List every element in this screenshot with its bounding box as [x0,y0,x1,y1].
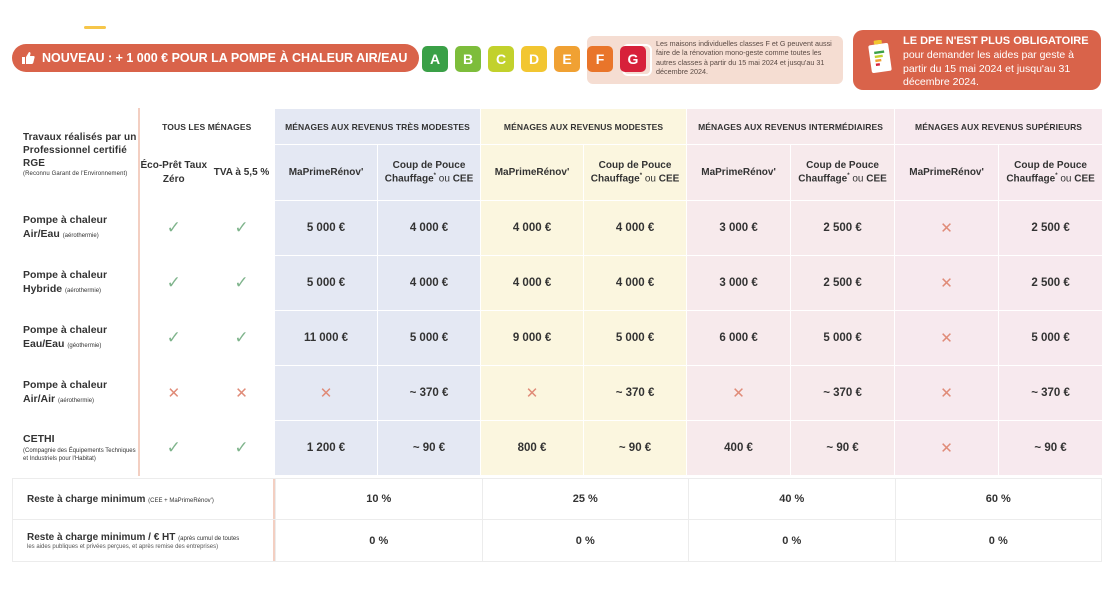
remaining-cost-label-1: Reste à charge minimum [27,493,146,505]
aid-amount: 5 000 € [275,201,378,256]
table-row [13,201,1103,256]
table-row [13,421,1103,476]
dpe-class-g: G [620,46,646,72]
cross-icon: ✕ [895,421,999,476]
aid-amount: 3 000 € [687,256,791,311]
row-title: Pompe à chaleur Eau/Eau [23,324,108,350]
col-i-cdp: Coup de Pouce Chauffage* ou CEE [791,145,895,201]
dpe-class-e: E [554,46,580,72]
cross-icon: ✕ [139,366,209,421]
info-card-body: pour demander les aides par geste à partir du 15 mai 2024 et jusqu'au 31 décembre 2024. [903,49,1075,89]
col-eco-ptz: Éco-Prêt Taux Zéro [139,145,209,201]
aid-amount: 2 500 € [791,256,895,311]
works-header-small: (Reconnu Garant de l'Environnement) [23,170,128,177]
col-vm-cdp: Coup de Pouce Chauffage* ou CEE [378,145,481,201]
row-title: Pompe à chaleur Air/Air [23,379,108,405]
remaining-cost-ht-very-modest: 0 % [275,520,482,561]
cross-icon: ✕ [895,311,999,366]
remaining-cost-tiny-2: (après cumul de toutes [178,535,240,542]
check-icon: ✓ [209,421,275,476]
col-tva: TVA à 5,5 % [209,145,275,201]
aid-amount: 5 000 € [999,311,1103,366]
aid-amount: 4 000 € [481,256,584,311]
works-header-text: Travaux réalisés par un Professionnel certifié RGE [23,131,137,169]
table-row [13,311,1103,366]
cross-icon: ✕ [275,366,378,421]
cross-icon: ✕ [687,366,791,421]
accent-line [84,26,106,29]
aid-amount: 2 500 € [999,256,1103,311]
cross-icon: ✕ [895,366,999,421]
row-title: CETHI [23,432,55,445]
dpe-info-card [853,30,1101,90]
group-all-households: TOUS LES MÉNAGES [139,109,275,145]
aid-amount: ~ 90 € [378,421,481,476]
dpe-class-c: C [488,46,514,72]
aid-amount: 4 000 € [584,201,687,256]
aid-amount: 800 € [481,421,584,476]
row-title: Pompe à chaleur Hybride [23,269,108,295]
row-title: Pompe à chaleur Air/Eau [23,214,108,240]
check-icon: ✓ [139,256,209,311]
row-tag: (géothermie) [67,343,102,349]
aid-amount: 5 000 € [378,311,481,366]
remaining-cost-ht-superior: 0 % [895,520,1102,561]
row-label [13,421,139,476]
dpe-class-a: A [422,46,448,72]
aid-amount: 5 000 € [584,311,687,366]
check-icon: ✓ [139,421,209,476]
remaining-cost-intermediate: 40 % [688,479,895,519]
check-icon: ✓ [209,201,275,256]
thumbs-up-icon [20,50,36,66]
remaining-cost-superior: 60 % [895,479,1102,519]
remaining-cost-row-1 [13,479,1101,520]
cross-icon: ✕ [895,256,999,311]
aid-amount: 5 000 € [791,311,895,366]
check-icon: ✓ [209,256,275,311]
table-row [13,256,1103,311]
aid-amount: 5 000 € [275,256,378,311]
works-header [13,109,139,201]
row-label [13,256,139,311]
row-tag: (aérothermie) [62,233,99,239]
aid-amount: 400 € [687,421,791,476]
aid-amount: ~ 90 € [584,421,687,476]
group-superior: MÉNAGES AUX REVENUS SUPÉRIEURS [895,109,1103,145]
aid-amount: ~ 370 € [584,366,687,421]
remaining-cost-label-2: Reste à charge minimum / € HT [27,531,176,543]
dpe-class-scale [422,46,646,72]
col-s-mpr: MaPrimeRénov' [895,145,999,201]
col-m-mpr: MaPrimeRénov' [481,145,584,201]
aid-amount: 4 000 € [378,201,481,256]
table-row [13,366,1103,421]
aid-amount: 2 500 € [999,201,1103,256]
dpe-class-f: F [587,46,613,72]
aid-amount: ~ 90 € [791,421,895,476]
row-label [13,366,139,421]
aid-amount: 6 000 € [687,311,791,366]
aid-amount: 1 200 € [275,421,378,476]
cross-icon: ✕ [209,366,275,421]
remaining-cost-ht-intermediate: 0 % [688,520,895,561]
aid-amount: ~ 90 € [999,421,1103,476]
new-offer-banner [12,44,419,72]
remaining-cost-tiny-1: (CEE + MaPrimeRénov') [148,497,214,504]
info-card-title: LE DPE N'EST PLUS OBLIGATOIRE [903,35,1089,47]
aid-amount: 11 000 € [275,311,378,366]
row-tag: (aérothermie) [58,398,95,404]
remaining-cost-sub-2: les aides publiques et privées perçues, et après remise des entreprises) [27,543,219,550]
cross-icon: ✕ [481,366,584,421]
aid-amount: ~ 370 € [791,366,895,421]
dpe-document-icon [867,40,895,76]
row-subtitle: (Compagnie des Équipements Techniques et Industriels pour l'Habitat) [23,448,136,462]
remaining-cost-ht-modest: 0 % [482,520,689,561]
aid-amount: ~ 370 € [999,366,1103,421]
row-tag: (aérothermie) [65,288,102,294]
col-m-cdp: Coup de Pouce Chauffage* ou CEE [584,145,687,201]
remaining-cost-table [12,478,1102,562]
new-offer-text: NOUVEAU : + 1 000 € POUR LA POMPE À CHALEUR AIR/EAU [42,51,408,65]
check-icon: ✓ [209,311,275,366]
col-s-cdp: Coup de Pouce Chauffage* ou CEE [999,145,1103,201]
check-icon: ✓ [139,311,209,366]
group-intermediate: MÉNAGES AUX REVENUS INTERMÉDIAIRES [687,109,895,145]
aid-amount: 3 000 € [687,201,791,256]
aid-amount: 4 000 € [378,256,481,311]
dpe-class-d: D [521,46,547,72]
remaining-cost-modest: 25 % [482,479,689,519]
dpe-note-text: Les maisons individuelles classes F et G peuvent aussi faire de la rénovation mono-geste comme toutes les autres classes à partir du 15 mai 2024 et jusqu'au 31 décembre 2024. [656,39,832,77]
check-icon: ✓ [139,201,209,256]
remaining-cost-row-2 [13,520,1101,561]
col-i-mpr: MaPrimeRénov' [687,145,791,201]
col-vm-mpr: MaPrimeRénov' [275,145,378,201]
cross-icon: ✕ [895,201,999,256]
aid-amount: 9 000 € [481,311,584,366]
row-label [13,311,139,366]
aid-amount: 4 000 € [584,256,687,311]
aid-amount: ~ 370 € [378,366,481,421]
group-very-modest: MÉNAGES AUX REVENUS TRÈS MODESTES [275,109,481,145]
aid-amount: 4 000 € [481,201,584,256]
group-modest: MÉNAGES AUX REVENUS MODESTES [481,109,687,145]
remaining-cost-very-modest: 10 % [275,479,482,519]
aid-amount: 2 500 € [791,201,895,256]
row-label [13,201,139,256]
dpe-class-b: B [455,46,481,72]
aid-table [12,108,1102,476]
